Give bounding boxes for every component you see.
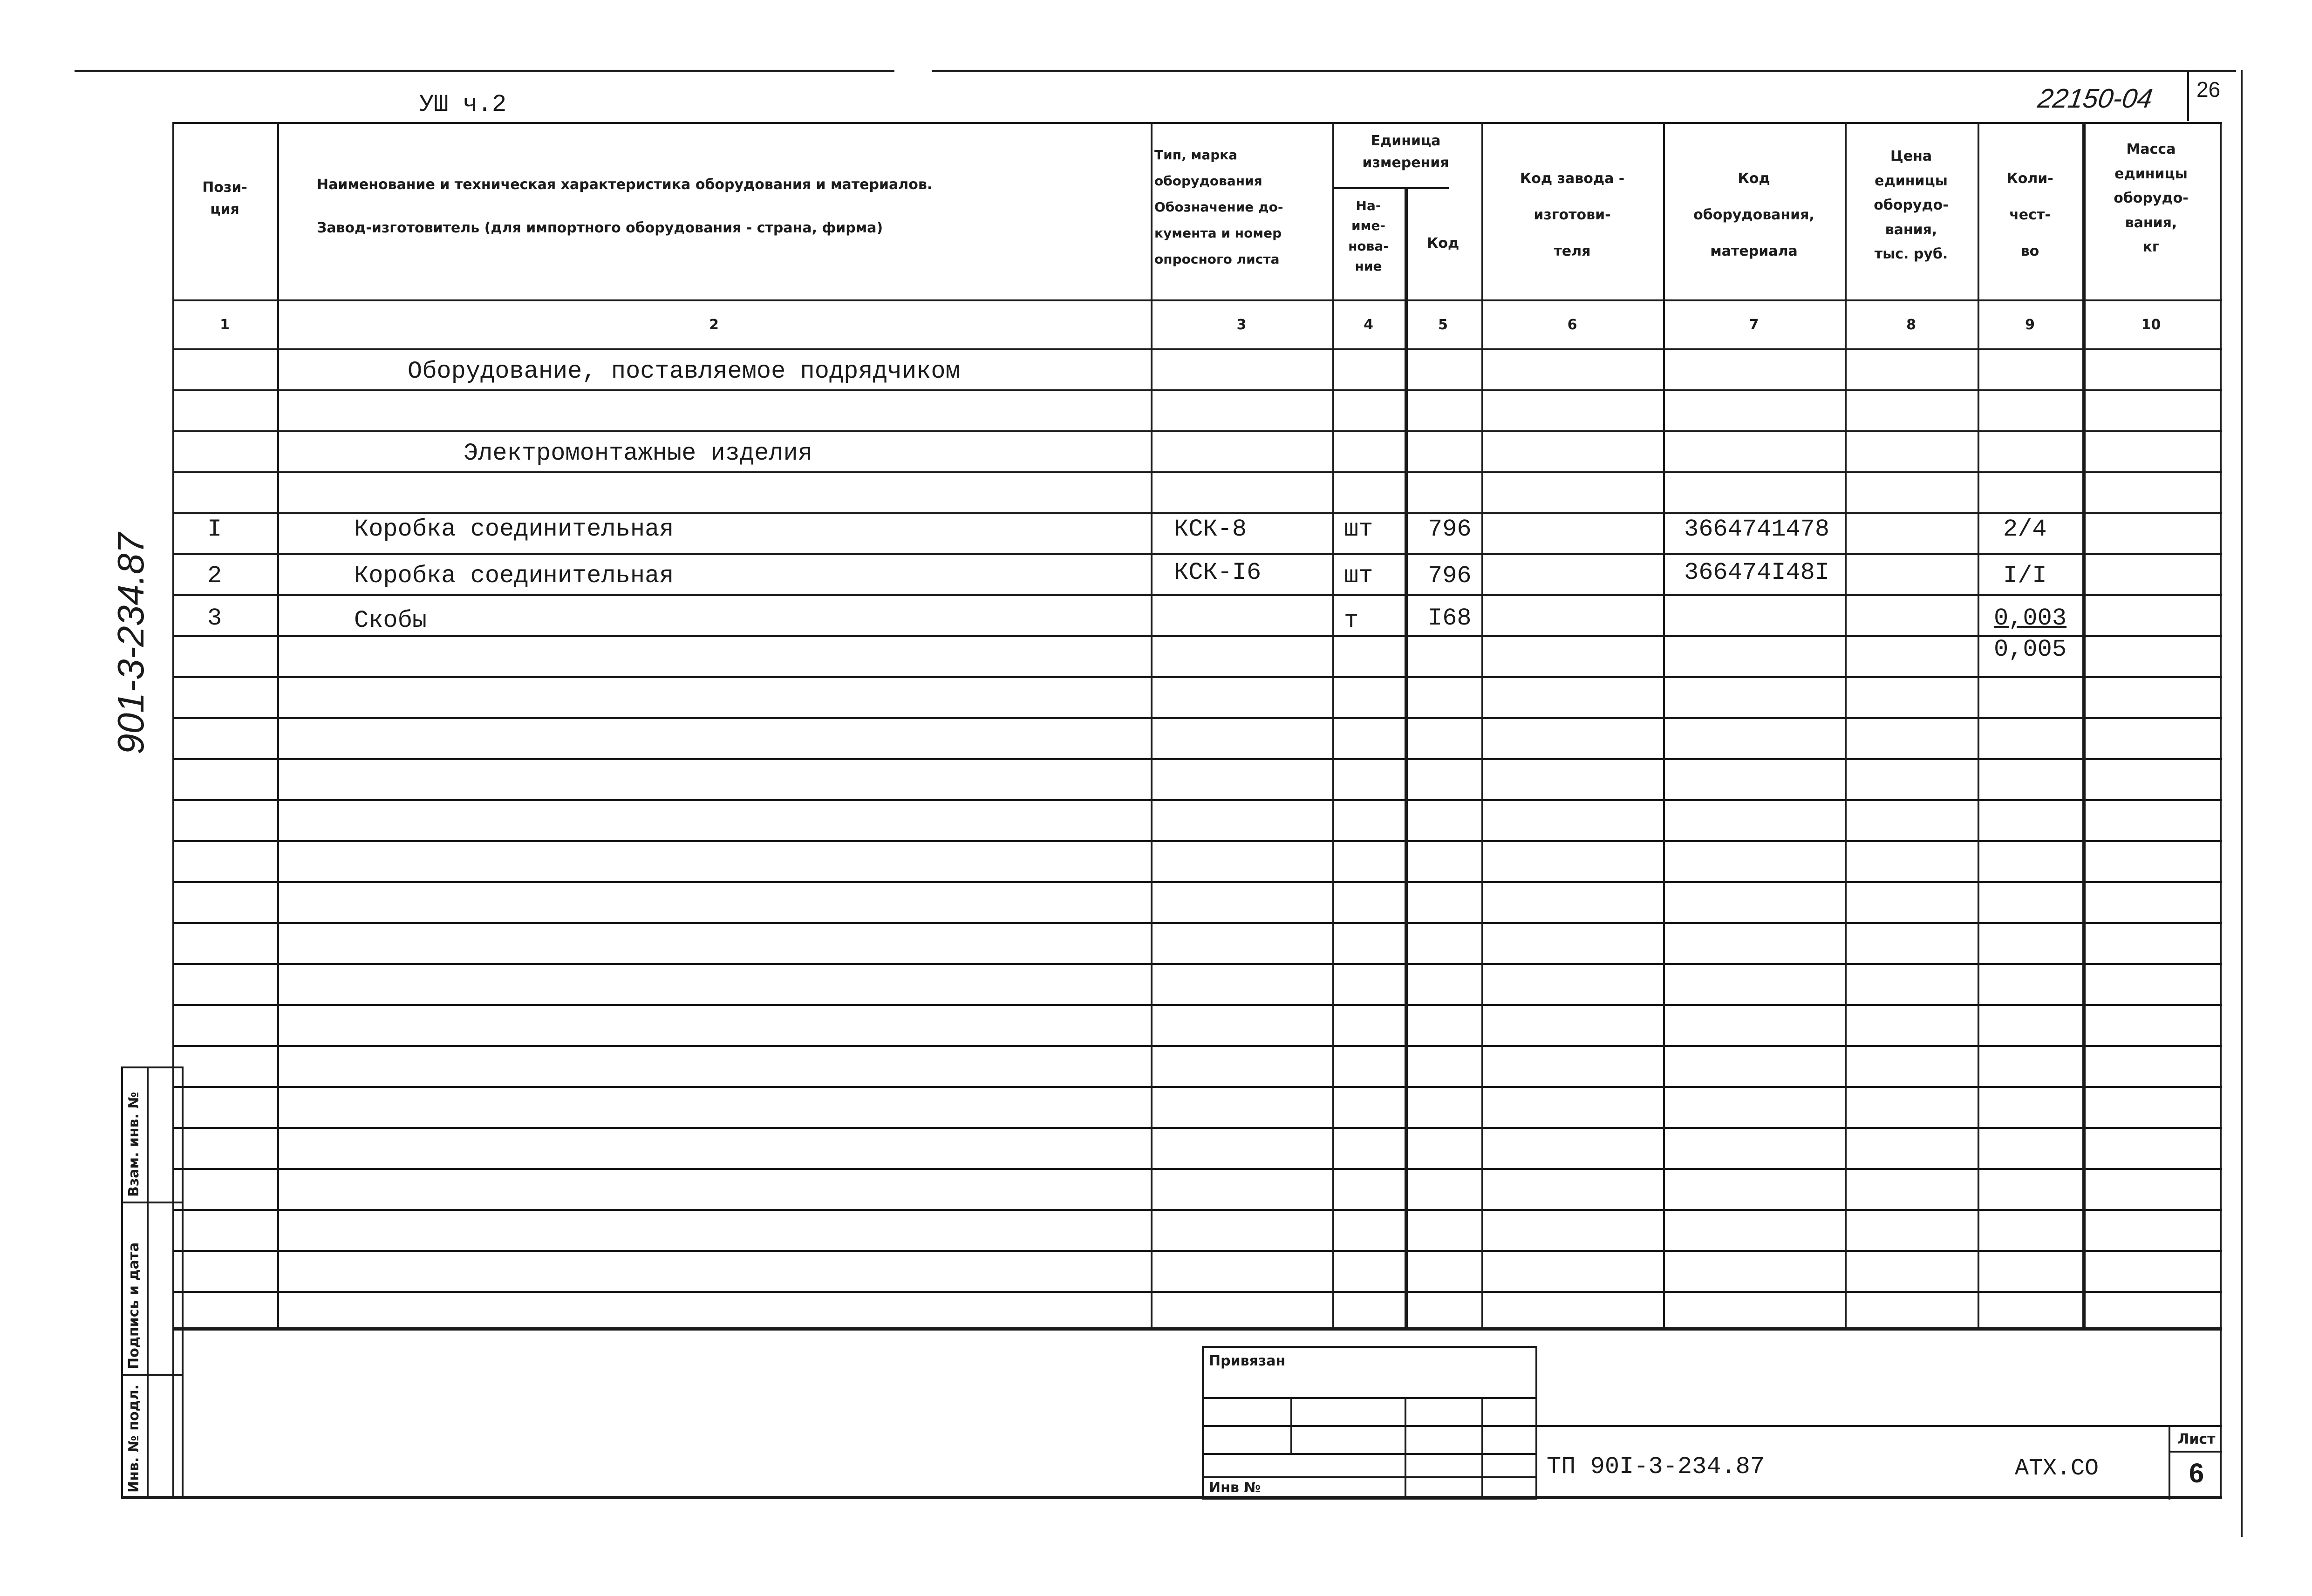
stamp-inv-label: Инв № xyxy=(1209,1480,1261,1496)
item-2-name: Коробка соединительная xyxy=(354,562,674,590)
row-line xyxy=(172,430,2222,432)
row-line xyxy=(172,635,2222,637)
item-2-qty: I/I xyxy=(2003,562,2047,590)
row-line xyxy=(172,799,2222,801)
stamp-vline xyxy=(1481,1397,1483,1500)
row-line xyxy=(172,840,2222,842)
item-3-name: Скобы xyxy=(354,607,427,634)
item-1-qty: 2/4 xyxy=(2003,516,2047,543)
side-stamp-divider xyxy=(121,1202,182,1203)
col-divider-5 xyxy=(1481,122,1483,1328)
doc-number-handwritten: 22150-04 xyxy=(2036,83,2155,114)
item-3-pos: 3 xyxy=(207,604,222,632)
header-position: Пози- ция xyxy=(202,179,247,217)
stamp-attached-label: Привязан xyxy=(1209,1353,1286,1369)
row-line xyxy=(172,1127,2222,1129)
stamp-vline xyxy=(1290,1397,1292,1453)
table-left-border xyxy=(172,122,174,1496)
row-line xyxy=(172,594,2222,596)
side-stamp-right-edge xyxy=(182,1066,184,1497)
header-unit-name: На- име- нова- ние xyxy=(1348,198,1389,274)
side-label-inv-podl: Инв. № подл. xyxy=(126,1384,142,1493)
col-divider-9 xyxy=(2082,122,2086,1328)
col-divider-3 xyxy=(1332,122,1334,1328)
header-price: Цена единицы оборудо- вания, тыс. руб. xyxy=(1874,148,1949,262)
side-label-vzam: Взам. инв. № xyxy=(126,1092,142,1197)
col-num-2: 2 xyxy=(709,317,719,333)
item-3-qty: 0,003 xyxy=(1994,604,2067,632)
stamp-sheet-divider xyxy=(2169,1425,2170,1500)
stamp-sheet-line xyxy=(2169,1451,2222,1453)
col-num-10: 10 xyxy=(2141,317,2161,333)
col-num-7: 7 xyxy=(1749,317,1759,333)
header-mass: Масса единицы оборудо- вания, кг xyxy=(2114,141,2189,255)
item-2-material-code: 366474I48I xyxy=(1684,559,1830,586)
item-2-pos: 2 xyxy=(207,562,222,590)
col-divider-6 xyxy=(1663,122,1665,1328)
row-line xyxy=(172,471,2222,473)
stamp-doc-suffix: АТХ.СО xyxy=(2015,1455,2099,1482)
row-line xyxy=(172,1168,2222,1170)
col-divider-8 xyxy=(1978,122,1979,1328)
header-factory-code: Код завода - изготови- теля xyxy=(1520,170,1625,259)
row-line xyxy=(172,1045,2222,1047)
top-rule-left xyxy=(75,70,894,72)
row-line xyxy=(172,676,2222,678)
side-stamp-mid-edge xyxy=(147,1066,149,1497)
table-right-border xyxy=(2220,122,2222,1496)
item-1-unit: шт xyxy=(1344,516,1373,543)
col-num-3: 3 xyxy=(1236,317,1247,333)
volume-label: УШ ч.2 xyxy=(419,91,507,118)
item-1-type: КСК-8 xyxy=(1174,516,1247,543)
stamp-line xyxy=(1202,1397,1537,1399)
stamp-sheet-label: Лист xyxy=(2177,1431,2216,1447)
header-quantity: Коли- чест- во xyxy=(2006,170,2053,259)
unit-group-divider xyxy=(1332,187,1449,189)
item-3-unit-code: I68 xyxy=(1428,604,1472,632)
table-bottom-border xyxy=(172,1327,2222,1331)
header-type: Тип, марка оборудования Обозначение до- кумента и номер опросного листа xyxy=(1154,147,1283,267)
page-number: 26 xyxy=(2196,77,2221,102)
col-num-9: 9 xyxy=(2025,317,2035,333)
row-line xyxy=(172,963,2222,965)
vertical-project-code: 901-3-234.87 xyxy=(110,533,151,754)
col-divider-4 xyxy=(1405,187,1408,1328)
row-line xyxy=(172,553,2222,555)
page-bottom-border xyxy=(121,1496,2222,1499)
col-divider-2 xyxy=(1151,122,1153,1328)
col-divider-1 xyxy=(277,122,279,1328)
col-divider-7 xyxy=(1845,122,1847,1328)
col-num-1: 1 xyxy=(220,317,230,333)
header-unit-code: Код xyxy=(1426,235,1459,251)
side-stamp-divider xyxy=(121,1374,182,1376)
side-stamp-top xyxy=(121,1066,182,1068)
item-2-unit: шт xyxy=(1344,562,1373,590)
header-material-code: Код оборудования, материала xyxy=(1693,170,1814,259)
stamp-main-top xyxy=(1537,1425,2222,1427)
row-line xyxy=(172,512,2222,514)
header-divider xyxy=(172,299,2222,301)
row-line xyxy=(172,717,2222,719)
stamp-vline xyxy=(1405,1397,1406,1500)
stamp-line xyxy=(1202,1453,1537,1455)
col-num-4: 4 xyxy=(1364,317,1373,333)
row-line xyxy=(172,1209,2222,1211)
row-line xyxy=(172,1250,2222,1252)
item-2-type: КСК-I6 xyxy=(1174,559,1262,586)
row-line xyxy=(172,389,2222,391)
col-num-8: 8 xyxy=(1906,317,1916,333)
section-title-equipment: Оборудование, поставляемое подрядчиком xyxy=(408,358,960,385)
col-num-5: 5 xyxy=(1438,317,1448,333)
row-line xyxy=(172,1086,2222,1088)
row-line xyxy=(172,1291,2222,1293)
side-stamp-left-edge xyxy=(121,1066,123,1497)
item-1-pos: I xyxy=(207,516,222,543)
item-3-unit: т xyxy=(1344,607,1359,634)
side-label-podpis: Подпись и дата xyxy=(126,1242,142,1369)
stamp-doc-code: ТП 90I-3-234.87 xyxy=(1547,1453,1765,1481)
page-box-edge xyxy=(2187,70,2189,121)
top-rule-right xyxy=(932,70,2236,72)
table-top-border xyxy=(172,122,2222,124)
item-3-qty-2: 0,005 xyxy=(1994,636,2067,663)
row-line xyxy=(172,758,2222,760)
header-unit-group: Единица измерения xyxy=(1362,133,1449,171)
item-2-unit-code: 796 xyxy=(1428,562,1472,590)
row-line xyxy=(172,1004,2222,1006)
item-1-name: Коробка соединительная xyxy=(354,516,674,543)
col-num-6: 6 xyxy=(1567,317,1577,333)
item-1-material-code: 3664741478 xyxy=(1684,516,1830,543)
row-line xyxy=(172,922,2222,924)
header-name: Наименование и техническая характеристика оборудования и материалов. Завод-изготовитель (для импортного оборудования - страна, фирма) xyxy=(317,177,933,236)
row-line xyxy=(172,881,2222,883)
section-title-electro: Электромонтажные изделия xyxy=(464,440,812,467)
item-1-unit-code: 796 xyxy=(1428,516,1472,543)
stamp-sheet-number: 6 xyxy=(2189,1458,2204,1488)
stamp-line xyxy=(1202,1425,1537,1427)
numbers-divider xyxy=(172,348,2222,350)
binding-line xyxy=(2241,70,2243,1537)
